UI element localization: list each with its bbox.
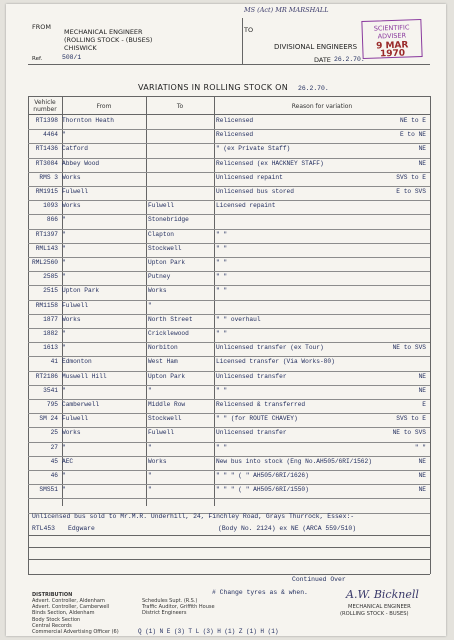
vehicle-number: 1093 <box>43 202 58 210</box>
col-header-vehicle: Vehicle number <box>33 99 57 113</box>
vehicle-number: RT3084 <box>35 159 58 167</box>
reason-cell: Unlicensed bus stored <box>216 188 294 195</box>
status-cell: NE <box>418 386 426 394</box>
reason-cell: New bus into stock (Eng No.AH505/6RI/1562) <box>216 457 372 465</box>
table-row <box>28 143 430 158</box>
from-label: FROM <box>32 23 51 31</box>
from-cell: Muswell Hill <box>62 372 107 380</box>
from-cell: " <box>62 244 66 252</box>
distribution-title: DISTRIBUTION <box>32 592 73 598</box>
vehicle-number: 1613 <box>43 344 58 352</box>
table-top-rule <box>28 96 430 97</box>
table-row <box>28 257 430 272</box>
distribution-item: Binds Section, Aldenham <box>32 610 95 617</box>
from-cell: " <box>62 386 66 394</box>
table-row <box>28 427 430 442</box>
note-rule-1 <box>28 535 430 536</box>
from-cell: Works <box>62 202 81 210</box>
vehicle-number: 3541 <box>43 386 58 394</box>
status-cell: NE <box>418 372 426 380</box>
note-rule-2 <box>28 547 430 548</box>
distribution-item: Central Records <box>32 622 72 629</box>
to-cell: " <box>148 301 152 309</box>
from-cell: Edmonton <box>62 358 92 366</box>
status-cell: SVS to E <box>396 173 426 181</box>
from-cell: Works <box>62 429 81 437</box>
table-row <box>28 328 430 343</box>
from-cell: Fulwell <box>62 301 88 309</box>
reason-cell: " " <box>216 259 228 266</box>
signature: A.W. Bicknell <box>346 588 419 601</box>
from-cell: Abbey Wood <box>62 159 100 167</box>
table-right-rule <box>430 96 431 574</box>
distribution-left <box>32 598 119 635</box>
to-cell: Upton Park <box>148 259 186 266</box>
to-cell: Cricklewood <box>148 330 189 337</box>
from-line-1: MECHANICAL ENGINEER <box>64 28 143 36</box>
document-sheet <box>6 4 446 636</box>
reason-cell: " " " ( " AH505/6RI/1626) <box>216 472 309 479</box>
to-cell: Works <box>148 457 167 465</box>
to-cell: West Ham <box>148 358 178 366</box>
continued-over: Continued Over <box>292 576 346 583</box>
title-date: 26.2.70. <box>298 85 329 92</box>
from-cell: " <box>62 230 66 238</box>
reason-cell: Relicensed <box>216 117 254 124</box>
vehicle-number: SM 24 <box>39 415 58 423</box>
to-cell: Fulwell <box>148 429 174 437</box>
vehicle-number: RT1436 <box>35 145 58 153</box>
table-row <box>28 158 430 173</box>
vehicle-number: SMS51 <box>39 486 58 494</box>
page-title: VARIATIONS IN ROLLING STOCK ON <box>138 83 289 92</box>
table-row <box>28 413 430 428</box>
to-cell: Fulwell <box>148 202 174 210</box>
table-row <box>28 371 430 386</box>
from-cell: Thornton Heath <box>62 117 114 124</box>
from-cell: " <box>62 443 66 451</box>
reason-cell: Relicensed (ex HACKNEY STAFF) <box>216 159 324 167</box>
to-cell: Upton Park <box>148 372 186 380</box>
to-cell: Norbiton <box>148 344 178 352</box>
table-row <box>28 498 430 513</box>
vehicle-number: RML2560 <box>32 259 58 266</box>
distribution-item: Schedules Supt. (R.S.) <box>142 598 198 604</box>
reason-cell: " " <box>216 230 228 238</box>
from-cell: " <box>62 486 66 494</box>
to-cell: Stonebridge <box>148 216 189 224</box>
status-cell: " " <box>414 443 426 451</box>
table-row <box>28 115 430 130</box>
col-header-reason: Reason for variation <box>291 103 353 110</box>
to-cell: " <box>148 472 152 479</box>
table-row <box>28 186 430 201</box>
from-cell: Works <box>62 173 81 181</box>
table-row <box>28 271 430 286</box>
to-cell: " <box>148 386 152 394</box>
status-cell: NE to SVS <box>392 429 426 437</box>
vehicle-number: RM1915 <box>35 188 58 195</box>
table-row <box>28 385 430 400</box>
stamp-title: SCIENTIFIC ADVISER <box>373 23 410 41</box>
change-tyres-note: # Change tyres as & when. <box>212 589 308 596</box>
from-cell: Catford <box>62 145 88 153</box>
reason-cell: " " " ( " AH505/6RI/1550) <box>216 486 309 494</box>
reason-cell: Unlicensed repaint <box>216 173 283 181</box>
vehicle-number: 4464 <box>43 131 58 139</box>
from-cell: AEC <box>62 457 74 465</box>
status-cell: SVS to E <box>396 415 426 423</box>
to-cell: Works <box>148 287 167 295</box>
status-cell: NE <box>418 486 426 494</box>
header-divider <box>242 18 243 64</box>
reason-cell: Unlicensed transfer (ex Tour) <box>216 344 324 352</box>
from-cell: " <box>62 472 66 479</box>
distribution-item: Advert. Controller, Aldenham <box>32 598 105 604</box>
ref-label: Ref. <box>32 56 43 62</box>
table-row <box>28 342 430 357</box>
date-label: DATE <box>314 56 331 64</box>
table-row <box>28 129 430 144</box>
reason-cell: " " <box>216 273 228 281</box>
table-row <box>28 285 430 300</box>
reason-cell: Licensed repaint <box>216 202 276 210</box>
ref-value: 508/1 <box>62 54 82 61</box>
status-cell: E <box>422 401 426 408</box>
note-rule-3 <box>28 559 430 560</box>
table-bottom-rule <box>28 574 430 575</box>
vehicle-number: RT1397 <box>35 230 58 238</box>
from-line-2: (ROLLING STOCK - (BUSES) <box>64 36 153 44</box>
from-cell: " <box>62 216 66 224</box>
vehicle-number: RM1158 <box>35 301 58 309</box>
sold-note-reason: (Body No. 2124) ex NE (ARCA 559/510) <box>218 525 357 532</box>
distribution-item: District Engineers <box>142 610 187 617</box>
from-cell: " <box>62 273 66 281</box>
sold-note-vehicle: RTL453 <box>32 525 56 532</box>
from-cell: " <box>62 344 66 352</box>
to-label: TO <box>244 26 254 34</box>
received-stamp <box>361 19 422 59</box>
table-row <box>28 442 430 457</box>
from-cell: " <box>62 131 66 139</box>
vehicle-number: 45 <box>50 457 58 465</box>
status-cell: NE to E <box>400 117 426 124</box>
to-cell: Stockwell <box>148 244 182 252</box>
distribution-mid <box>142 598 215 617</box>
reason-cell: Relicensed <box>216 131 254 139</box>
header-rule <box>28 64 430 65</box>
to-cell: North Street <box>148 315 193 323</box>
vehicle-number: 46 <box>50 472 58 479</box>
bottom-code: Q (1) N E (3) T L (3) H (1) Z (1) H (1) <box>138 628 279 635</box>
to-cell: Putney <box>148 273 171 281</box>
table-row <box>28 456 430 471</box>
reason-cell: Relicensed & transferred <box>216 401 306 408</box>
vehicle-number: 1877 <box>43 315 58 323</box>
reason-cell: " " <box>216 287 228 295</box>
to-cell: Middle Row <box>148 401 186 408</box>
from-cell: Fulwell <box>62 415 88 423</box>
table-row <box>28 399 430 414</box>
table-row <box>28 356 430 371</box>
status-cell: NE <box>418 472 426 479</box>
reason-cell: " " <box>216 244 228 252</box>
vehicle-number: 25 <box>50 429 58 437</box>
col-header-from: From <box>96 103 112 110</box>
sign-subtitle: (ROLLING STOCK - BUSES) <box>340 611 409 617</box>
status-cell: NE <box>418 457 426 465</box>
table-row <box>28 470 430 485</box>
from-cell: Works <box>62 315 81 323</box>
reason-cell: Unlicensed transfer <box>216 429 287 437</box>
reason-cell: " (ex Private Staff) <box>216 145 291 153</box>
vehicle-number: RT2186 <box>35 372 58 380</box>
stamp-date: 9 MAR 1970 <box>375 40 409 60</box>
distribution-item: Traffic Auditor, Griffith House <box>142 604 215 611</box>
table-row <box>28 214 430 229</box>
status-cell: E to SVS <box>396 188 426 195</box>
table-row <box>28 243 430 258</box>
status-cell: E to NE <box>400 131 426 139</box>
vehicle-number: RMS 3 <box>39 173 58 181</box>
status-cell: NE to SVS <box>392 344 426 352</box>
reason-cell: " " <box>216 330 228 337</box>
from-cell: " <box>62 259 66 266</box>
vehicle-number: 2585 <box>43 273 58 281</box>
reason-cell: " " overhaul <box>216 315 261 323</box>
sold-note-line: Unlicensed bus sold to Mr.M.R. Underhill, 24, Finchley Road, Grays Thurrock, Essex:- <box>32 513 355 520</box>
vehicle-number: 41 <box>50 358 58 366</box>
table-row <box>28 229 430 244</box>
status-cell: NE <box>418 159 426 167</box>
top-handwriting: MS (Act) MR MARSHALL <box>244 6 329 14</box>
reason-cell: " " <box>216 386 228 394</box>
reason-cell: Licensed transfer (Via Works-80) <box>216 358 335 366</box>
sold-note-from: Edgware <box>68 525 95 532</box>
vehicle-number: 866 <box>46 216 58 224</box>
from-line-3: CHISWICK <box>64 44 97 52</box>
distribution-item: Body Stock Section <box>32 616 81 623</box>
distribution-item: Commercial Advertising Officer (6) <box>32 629 119 636</box>
table-row <box>28 300 430 315</box>
col-header-to: To <box>176 103 184 110</box>
to-cell: " <box>148 443 152 451</box>
from-cell: " <box>62 330 66 337</box>
to-cell: " <box>148 486 152 494</box>
date-value: 26.2.70. <box>334 56 365 63</box>
table-row <box>28 314 430 329</box>
vehicle-number: 2515 <box>43 287 58 295</box>
to-cell: Stockwell <box>148 415 182 423</box>
vehicle-number: RT1398 <box>35 117 58 124</box>
vehicle-number: 1882 <box>43 330 58 337</box>
vehicle-number: RML143 <box>35 244 58 252</box>
table-row <box>28 484 430 499</box>
reason-cell: " " <box>216 443 228 451</box>
vehicle-number: 27 <box>50 443 58 451</box>
status-cell: NE <box>418 145 426 153</box>
table-row <box>28 172 430 187</box>
reason-cell: Unlicensed transfer <box>216 372 287 380</box>
sign-title: MECHANICAL ENGINEER <box>348 604 411 610</box>
distribution-item: Advert. Controller, Camberwell <box>32 604 110 611</box>
reason-cell: " " (for ROUTE CHAVEY) <box>216 415 298 423</box>
vehicle-number: 795 <box>46 401 58 408</box>
from-cell: Camberwell <box>62 401 100 408</box>
from-cell: Fulwell <box>62 188 88 195</box>
from-cell: Upton Park <box>62 287 100 295</box>
to-cell: Clapton <box>148 230 174 238</box>
to-value: DIVISIONAL ENGINEERS <box>274 43 358 51</box>
table-row <box>28 200 430 215</box>
